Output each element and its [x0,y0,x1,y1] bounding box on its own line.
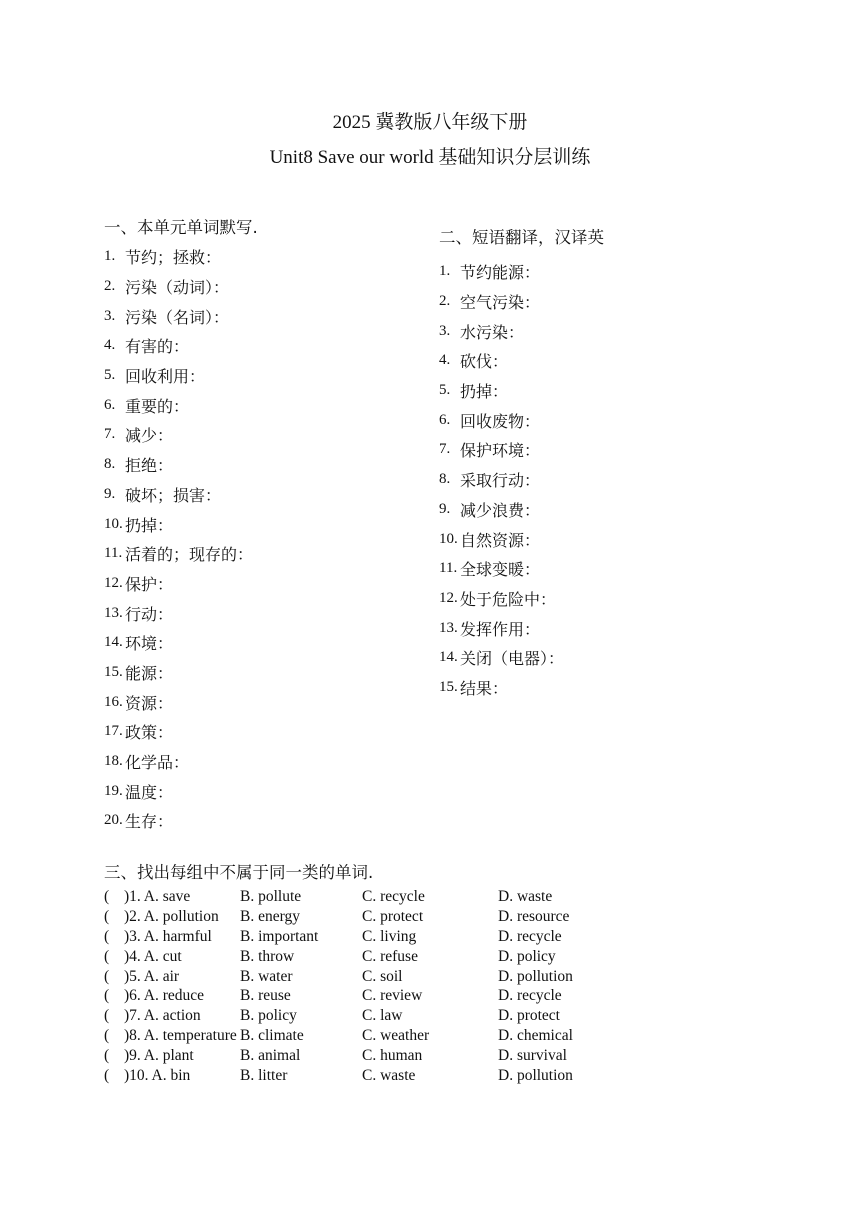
option-a: )9. A. plant [124,1047,194,1065]
option-d: D. waste [498,888,553,905]
item-number: 12. [104,574,123,591]
word-item [104,598,253,628]
phrase-item [439,346,564,376]
item-number: 4. [104,337,116,354]
item-number: 18. [104,753,123,770]
option-a: )8. A. temperature [124,1027,237,1045]
question-row [104,986,624,1006]
item-prompt: 活着的；现存的： [125,545,254,565]
item-number: 7. [104,426,116,443]
document-subtitle: Unit8 Save our world 基础知识分层训练 [269,147,591,168]
item-prompt: 温度： [125,782,174,802]
word-item [104,509,253,539]
item-prompt: 空气污染： [460,293,541,313]
item-prompt: 减少浪费： [460,500,541,520]
word-item [104,242,253,272]
option-d: D. resource [498,907,570,925]
item-number: 2. [439,293,451,310]
option-c: C. protect [362,907,424,925]
phrase-item [439,495,564,525]
section1-title: 一、本单元单词默写. [104,218,258,237]
phrase-item [439,376,564,406]
item-prompt: 处于危险中： [460,589,557,609]
item-number: 11. [104,545,123,562]
option-b: B. important [240,927,319,945]
item-prompt: 关闭（电器）： [460,649,565,669]
option-a: )10. A. bin [124,1067,191,1085]
option-b: B. animal [240,1047,301,1065]
phrase-item [439,316,564,346]
option-a: )3. A. harmful [124,927,212,945]
word-item [104,628,253,658]
item-number: 13. [104,604,123,621]
option-b: B. policy [240,1007,297,1025]
item-prompt: 扔掉： [460,382,509,402]
item-number: 14. [104,634,123,651]
option-a: )4. A. cut [124,947,182,965]
answer-blank: ( [104,947,110,965]
option-d: D. pollution [498,1067,573,1085]
item-number: 9. [439,500,451,517]
option-d: D. protect [498,1007,560,1025]
option-a: )1. A. save [124,888,191,905]
word-item [104,658,253,688]
question-row [104,887,624,907]
word-item [104,480,253,510]
answer-blank: ( [104,1027,110,1045]
option-c: C. law [362,1007,403,1025]
phrase-item [439,643,564,673]
option-b: B. litter [240,1067,288,1085]
option-d: D. recycle [498,927,562,945]
phrase-item [439,405,564,435]
phrase-item [439,435,564,465]
item-number: 12. [439,589,458,606]
word-item [104,776,253,806]
answer-blank: ( [104,927,110,945]
item-prompt: 扔掉： [125,515,174,535]
item-prompt: 破坏；损害： [125,485,222,505]
word-item [104,717,253,747]
word-item [104,420,253,450]
option-c: C. human [362,1047,423,1065]
option-d: D. pollution [498,967,573,985]
item-prompt: 保护： [125,574,174,594]
item-prompt: 污染（动词）： [125,278,230,298]
option-b: B. energy [240,907,300,925]
word-item [104,331,253,361]
option-c: C. weather [362,1027,430,1045]
question-row [104,927,624,947]
section1-word-list [104,242,253,836]
answer-blank: ( [104,1047,110,1065]
section3-title: 三、找出每组中不属于同一类的单词. [104,863,374,882]
item-prompt: 行动： [125,604,174,624]
phrase-item [439,465,564,495]
item-number: 1. [439,263,451,280]
phrase-item [439,524,564,554]
option-a: )6. A. reduce [124,987,205,1005]
word-item [104,272,253,302]
phrase-item [439,257,564,287]
option-c: C. recycle [362,888,425,905]
option-a: )7. A. action [124,1007,201,1025]
item-number: 13. [439,619,458,636]
phrase-item [439,287,564,317]
option-d: D. recycle [498,987,562,1005]
item-number: 8. [104,456,116,473]
word-item [104,687,253,717]
question-row [104,967,624,987]
item-prompt: 资源： [125,693,174,713]
item-prompt: 保护环境： [460,441,541,461]
answer-blank: ( [104,888,110,905]
option-d: D. policy [498,947,556,965]
item-prompt: 减少： [125,426,174,446]
item-number: 3. [439,322,451,339]
option-c: C. refuse [362,947,418,965]
item-number: 7. [439,441,451,458]
item-number: 14. [439,649,458,666]
word-item [104,361,253,391]
word-item [104,450,253,480]
item-number: 4. [439,352,451,369]
option-d: D. chemical [498,1027,573,1045]
item-prompt: 政策： [125,723,174,743]
item-prompt: 节约；拯救： [125,248,222,268]
word-item [104,806,253,836]
item-prompt: 全球变暖： [460,560,541,580]
item-number: 20. [104,812,123,829]
item-prompt: 采取行动： [460,471,541,491]
item-number: 15. [439,678,458,695]
option-b: B. climate [240,1027,304,1045]
item-number: 5. [104,367,116,384]
document-title: 2025 冀教版八年级下册 [332,112,528,133]
item-prompt: 回收废物： [460,411,541,431]
item-number: 6. [104,396,116,413]
item-prompt: 发挥作用： [460,619,541,639]
answer-blank: ( [104,907,110,925]
answer-blank: ( [104,967,110,985]
item-prompt: 化学品： [125,753,190,773]
phrase-item [439,584,564,614]
option-a: )2. A. pollution [124,907,219,925]
item-number: 10. [439,530,458,547]
item-prompt: 能源： [125,663,174,683]
item-number: 11. [439,560,458,577]
item-prompt: 环境： [125,634,174,654]
item-number: 8. [439,471,451,488]
item-number: 6. [439,411,451,428]
answer-blank: ( [104,1007,110,1025]
phrase-item [439,613,564,643]
item-number: 16. [104,693,123,710]
word-item [104,390,253,420]
answer-blank: ( [104,1067,110,1085]
item-prompt: 结果： [460,678,509,698]
option-d: D. survival [498,1047,567,1065]
question-row [104,1066,624,1086]
item-prompt: 污染（名词）： [125,307,230,327]
item-number: 5. [439,382,451,399]
item-number: 17. [104,723,123,740]
item-prompt: 回收利用： [125,367,206,387]
option-c: C. living [362,927,417,945]
item-number: 1. [104,248,116,265]
word-item [104,569,253,599]
word-item [104,539,253,569]
item-prompt: 重要的： [125,396,190,416]
answer-blank: ( [104,987,110,1005]
option-b: B. throw [240,947,295,965]
word-item [104,301,253,331]
item-number: 19. [104,782,123,799]
item-prompt: 生存： [125,812,174,832]
item-prompt: 有害的： [125,337,190,357]
item-number: 3. [104,307,116,324]
section2-phrase-list [439,257,564,702]
item-prompt: 水污染： [460,322,525,342]
option-c: C. waste [362,1067,416,1085]
word-item [104,747,253,777]
question-row [104,947,624,967]
item-number: 15. [104,663,123,680]
item-prompt: 自然资源： [460,530,541,550]
option-a: )5. A. air [124,967,180,985]
item-prompt: 拒绝： [125,456,174,476]
section3-question-list [104,887,624,1086]
item-number: 10. [104,515,123,532]
item-number: 2. [104,278,116,295]
question-row [104,1026,624,1046]
option-c: C. soil [362,967,403,985]
option-b: B. water [240,967,293,985]
question-row [104,1006,624,1026]
phrase-item [439,554,564,584]
question-row [104,907,624,927]
phrase-item [439,673,564,703]
option-b: B. pollute [240,888,302,905]
item-prompt: 节约能源： [460,263,541,283]
question-row [104,1046,624,1066]
option-c: C. review [362,987,423,1005]
section2-title: 二、短语翻译，汉译英 [439,228,604,247]
item-prompt: 砍伐： [460,352,509,372]
option-b: B. reuse [240,987,291,1005]
item-number: 9. [104,485,116,502]
